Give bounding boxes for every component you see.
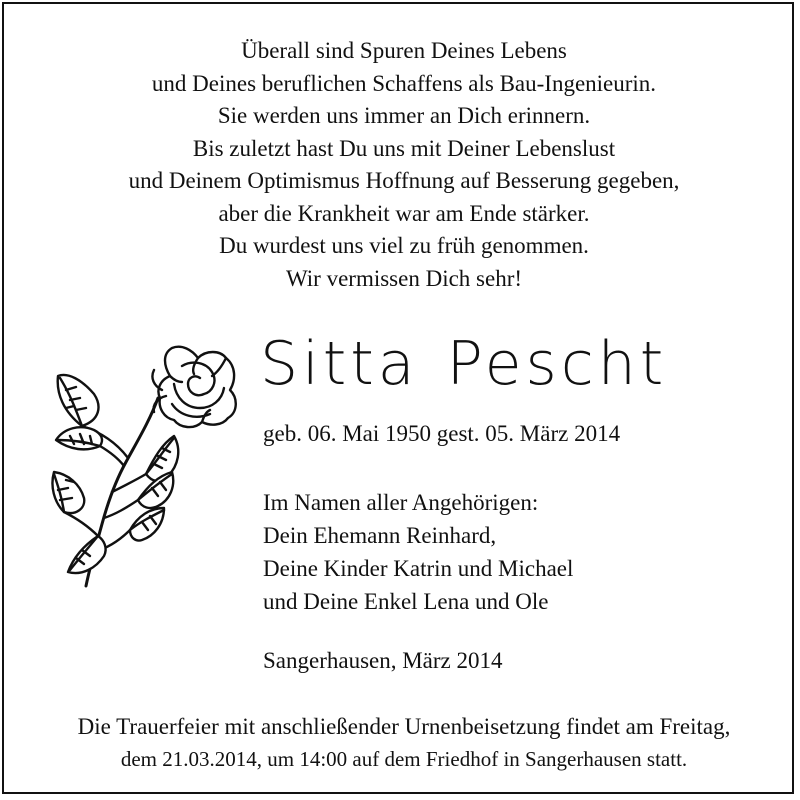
rose-icon	[46, 340, 246, 590]
service-line: dem 21.03.2014, um 14:00 auf dem Friedhof in Sangerhausen statt.	[120, 747, 688, 771]
intro-line: Sie werden uns immer an Dich erinnern.	[217, 103, 591, 128]
intro-line: Du wurdest uns viel zu früh genommen.	[219, 233, 589, 258]
intro-line: aber die Krankheit war am Ende stärker.	[218, 200, 590, 226]
funeral-service-notice	[24, 710, 784, 776]
service-line: Die Trauerfeier mit anschließender Urnenbeisetzung findet am Freitag,	[77, 714, 731, 739]
last-name: Pescht	[446, 329, 668, 399]
deceased-name	[260, 329, 668, 399]
intro-line: Bis zuletzt hast Du uns mit Deiner Lebenslust	[192, 135, 616, 161]
obituary-frame	[2, 2, 794, 794]
mourners-list	[263, 486, 573, 618]
intro-line: Überall sind Spuren Deines Lebens	[241, 38, 567, 63]
intro-line: Wir vermissen Dich sehr!	[285, 265, 523, 291]
intro-line: und Deines beruflichen Schaffens als Bau-Ingenieurin.	[151, 70, 657, 96]
first-name: Sitta	[260, 329, 419, 399]
intro-verse	[24, 35, 784, 295]
mourners-line: Dein Ehemann Reinhard,	[263, 523, 497, 548]
intro-line: und Deinem Optimismus Hoffnung auf Besserung gegeben,	[128, 168, 680, 193]
life-dates: geb. 06. Mai 1950 gest. 05. März 2014	[263, 421, 621, 446]
mourners-line: Deine Kinder Katrin und Michael	[263, 556, 574, 581]
place-date: Sangerhausen, März 2014	[263, 648, 503, 673]
mourners-line: und Deine Enkel Lena und Ole	[263, 589, 549, 614]
mourners-line: Im Namen aller Angehörigen:	[263, 490, 539, 515]
